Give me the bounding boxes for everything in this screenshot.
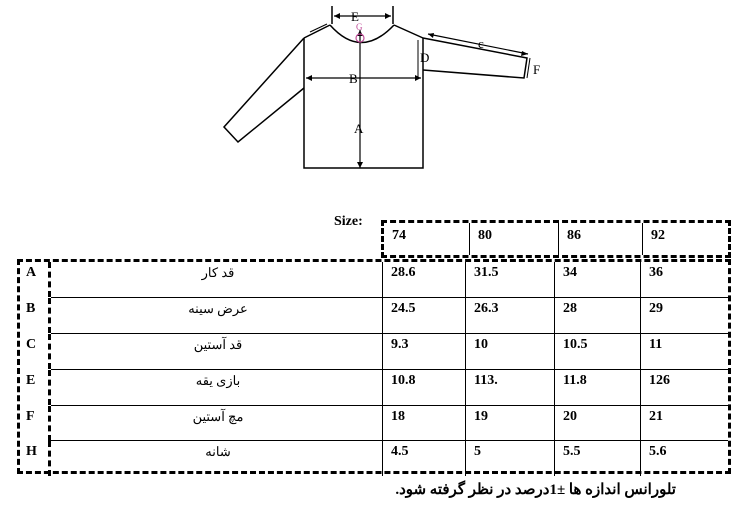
size-cell: 74 (384, 223, 470, 255)
label-g: G (356, 22, 363, 32)
row-value: 10.8 (382, 370, 465, 405)
row-value: 29 (640, 298, 728, 333)
row-value: 10 (465, 334, 554, 369)
row-code: E (20, 370, 51, 405)
size-cell: 86 (559, 223, 643, 255)
row-value: 113. (465, 370, 554, 405)
table-row (20, 298, 728, 333)
size-cell: 92 (651, 228, 665, 243)
table-row (20, 406, 728, 441)
row-code: H (20, 441, 51, 476)
row-value: 5.6 (640, 441, 728, 476)
row-value: 34 (554, 262, 640, 297)
size-table (17, 259, 731, 474)
row-value: 126 (640, 370, 728, 405)
row-name: مچ آستین (192, 409, 244, 424)
row-value: 18 (382, 406, 465, 441)
row-value: 24.5 (382, 298, 465, 333)
size-cell: 80 (470, 223, 559, 255)
label-c: c (478, 36, 484, 51)
row-value: 26.3 (465, 298, 554, 333)
row-value: 11.8 (554, 370, 640, 405)
label-b: B (349, 71, 358, 86)
tolerance-note: تلورانس اندازه ها ±1درصد در نظر گرفته شود. (395, 482, 676, 498)
row-name: شانه (205, 444, 231, 459)
size-label: Size: (334, 214, 363, 229)
table-row (20, 441, 728, 476)
table-row (20, 262, 728, 297)
row-value: 28 (554, 298, 640, 333)
table-row (20, 370, 728, 405)
row-name: قد آستین (193, 337, 243, 352)
row-value: 21 (640, 406, 728, 441)
row-value: 4.5 (382, 441, 465, 476)
row-value: 5 (465, 441, 554, 476)
row-value: 36 (640, 262, 728, 297)
label-e: E (351, 9, 359, 24)
label-f: F (533, 62, 541, 77)
row-code: A (20, 262, 51, 297)
row-value: 10.5 (554, 334, 640, 369)
label-d: D (420, 50, 430, 65)
row-value: 5.5 (554, 441, 640, 476)
garment-diagram (0, 0, 744, 200)
table-row (20, 334, 728, 369)
row-code: C (20, 334, 51, 369)
row-name: قد کار (201, 265, 235, 280)
label-a: A (354, 121, 364, 136)
row-value: 9.3 (382, 334, 465, 369)
row-value: 28.6 (382, 262, 465, 297)
row-code: F (20, 406, 51, 441)
row-name: بازی یقه (195, 373, 241, 388)
size-header (381, 220, 731, 258)
row-name: عرض سینه (188, 301, 248, 316)
row-value: 11 (640, 334, 728, 369)
row-value: 20 (554, 406, 640, 441)
row-value: 31.5 (465, 262, 554, 297)
row-value: 19 (465, 406, 554, 441)
row-code: B (20, 298, 51, 333)
